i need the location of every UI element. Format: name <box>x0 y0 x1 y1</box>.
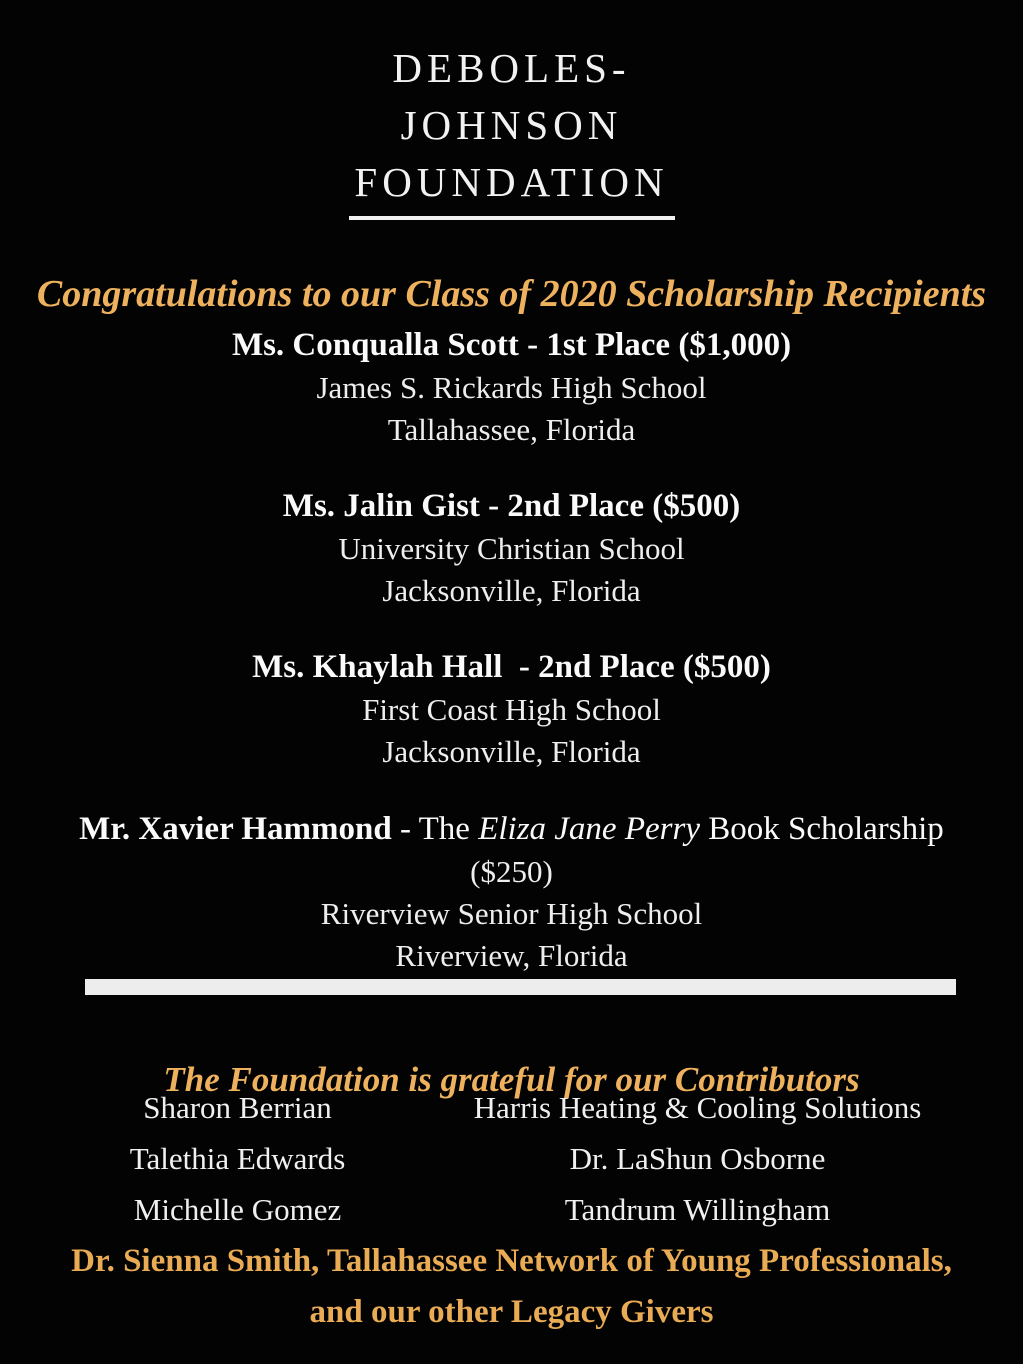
contributors-heading: The Foundation is grateful for our Contributors <box>163 1060 860 1100</box>
recipient-2-location: Jacksonville, Florida <box>382 573 641 608</box>
recipient-3-title: Ms. Khaylah Hall - 2nd Place ($500) <box>252 649 771 685</box>
section-divider <box>85 979 956 995</box>
org-line-2: JOHNSON <box>400 102 623 148</box>
recipient-4-name: Mr. Xavier Hammond <box>79 811 392 847</box>
org-line-1: DEBOLES- <box>392 45 631 91</box>
legacy-line-2: and our other Legacy Givers <box>309 1294 714 1330</box>
contributor-right-2: Dr. LaShun Osborne <box>569 1141 826 1176</box>
recipient-4-title-post: Book Scholarship <box>699 811 944 847</box>
recipient-1-location: Tallahassee, Florida <box>387 412 636 447</box>
contributor-right-3: Tandrum Willingham <box>564 1192 831 1227</box>
foundation-name <box>0 40 1023 211</box>
recipient-4-amount: ($250) <box>470 854 553 889</box>
contributor-left-3: Michelle Gomez <box>133 1192 342 1227</box>
org-line-3: FOUNDATION <box>354 159 669 205</box>
legacy-givers-note <box>0 1236 1023 1338</box>
contributor-right-1: Harris Heating & Cooling Solutions <box>473 1090 922 1125</box>
recipient-4-scholarship-name: Eliza Jane Perry <box>478 811 700 847</box>
contributor-left-2: Talethia Edwards <box>129 1141 346 1176</box>
recipient-3-school: First Coast High School <box>362 692 661 727</box>
header-underline <box>349 216 675 220</box>
congrats-heading: Congratulations to our Class of 2020 Scholarship Recipients <box>36 273 987 316</box>
recipient-block-2 <box>0 485 1023 612</box>
recipient-4-school: Riverview Senior High School <box>320 896 703 931</box>
recipient-block-1 <box>0 324 1023 451</box>
contributor-left-1: Sharon Berrian <box>143 1090 332 1125</box>
contributors-list <box>60 1082 980 1235</box>
recipient-4-title-pre: - The <box>391 811 479 847</box>
legacy-line-1: Dr. Sienna Smith, Tallahassee Network of Young Professionals, <box>71 1243 952 1279</box>
recipient-1-school: James S. Rickards High School <box>316 370 707 405</box>
recipient-block-3 <box>0 646 1023 773</box>
recipient-2-school: University Christian School <box>338 531 685 566</box>
recipient-block-4 <box>0 808 1023 977</box>
recipient-3-location: Jacksonville, Florida <box>382 734 641 769</box>
recipient-4-title <box>0 808 1023 851</box>
recipient-4-location: Riverview, Florida <box>395 938 628 973</box>
recipient-1-title: Ms. Conqualla Scott - 1st Place ($1,000) <box>231 327 792 363</box>
recipient-2-title: Ms. Jalin Gist - 2nd Place ($500) <box>282 488 741 524</box>
